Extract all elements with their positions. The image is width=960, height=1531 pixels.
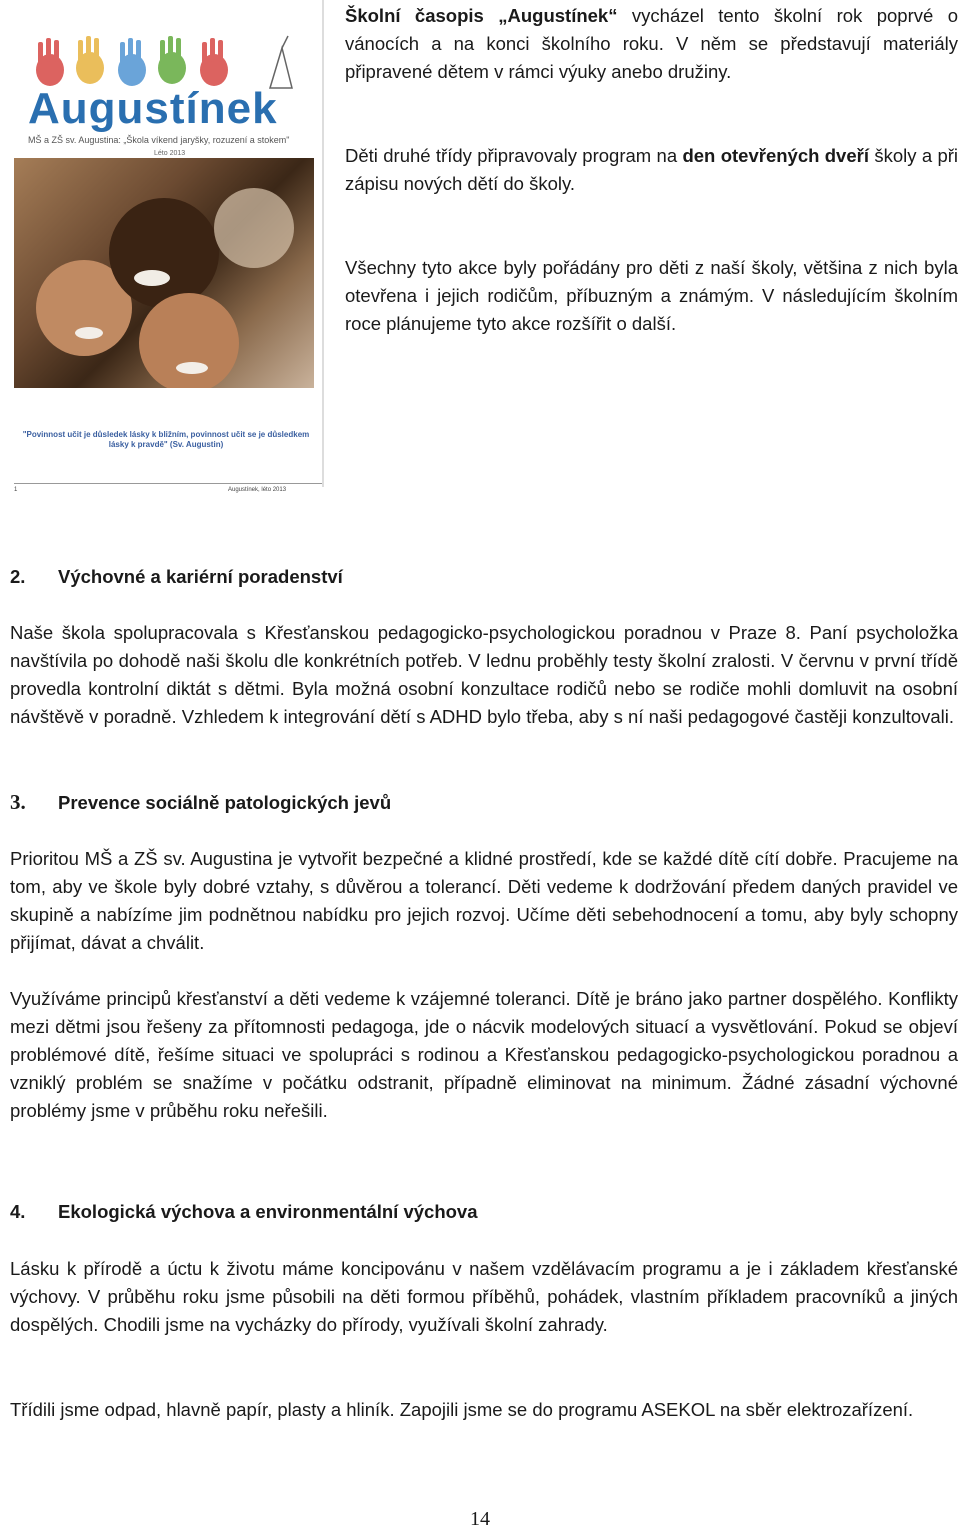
section-3-heading bbox=[10, 788, 950, 817]
intro-p1-text: vycházel tento školní rok poprvé o vánocích a na konci školního roku. V něm se představují materiály připravené dětem v rámci výuky anebo družiny. bbox=[345, 5, 958, 82]
intro-p2-text-a: Děti druhé třídy připravovaly program na bbox=[345, 145, 683, 166]
intro-paragraph-2 bbox=[345, 142, 958, 198]
cover-year: Léto 2013 bbox=[154, 150, 186, 157]
section-2-text: Naše škola spolupracovala s Křesťanskou pedagogicko-psychologickou poradnou v Praze 8. Paní psycholožka navštívila po dohodě naši školu dle konkrétních potřeb. V lednu proběhly testy školní zralosti. V červnu v první třídě provedla kontrolní diktát s dětmi. Byla možná osobní konzultace rodičů nebo se rodiče mohli domluvit na osobní návštěvě v poradně. Vzhledem k integrování dětí s ADHD bylo třeba, aby s ní naši pedagogové častěji konzultovali. bbox=[10, 622, 958, 727]
section-3-text-2: Využíváme principů křesťanství a děti vedeme k vzájemné toleranci. Dítě je bráno jako partner dospělého. Konflikty mezi dětmi jsou řešeny za přítomnosti pedagoga, jde o nácvik modelových situací a vysvětlování. Pokud se objeví problémové dítě, řešíme situaci ve spolupráci s rodinou a Křesťanskou pedagogicko-psychologickou poradnou a vzniklý problém se snažíme v počátku odstranit, případně eliminovat na minimum. Žádné zásadní výchovné problémy jsme v průběhu roku neřešili. bbox=[10, 988, 958, 1121]
cover-footer-right: Augustínek, léto 2013 bbox=[228, 487, 287, 493]
section-4-number: 4. bbox=[10, 1201, 26, 1222]
cover-footer-left: 1 bbox=[14, 487, 18, 493]
intro-bold-title: Školní časopis „Augustínek“ bbox=[345, 5, 618, 26]
magazine-cover-image bbox=[6, 0, 318, 500]
children-faces-image bbox=[14, 158, 314, 388]
cover-quote: "Povinnost učit je důsledek lásky k bližním, povinnost učit se je důsledkem lásky k pravdě" (Sv. Augustin) bbox=[22, 430, 310, 449]
section-4-title: Ekologická výchova a environmentální výchova bbox=[58, 1201, 478, 1222]
children-photo bbox=[14, 158, 314, 388]
intro-p2-text-b: školy a při zápisu nových dětí do školy. bbox=[345, 145, 959, 194]
intro-paragraph-1 bbox=[345, 2, 958, 86]
section-4-text-2: Třídili jsme odpad, hlavně papír, plasty a hliník. Zapojili jsme se do programu ASEKOL na sběr elektrozařízení. bbox=[10, 1399, 914, 1420]
section-3-title: Prevence sociálně patologických jevů bbox=[58, 792, 392, 813]
section-3-number: 3. bbox=[10, 790, 26, 814]
intro-p2-bold: den otevřených dveří bbox=[682, 145, 869, 166]
cover-masthead: Augustínek bbox=[28, 84, 278, 133]
section-4-text-1: Lásku k přírodě a úctu k životu máme koncipovánu v našem vzdělávacím programu a je i základem křesťanské výchovy. V průběhu roku jsme působili na děti formou příběhů, pohádek, vlastním příkladem pracovníků a jiných dospělých. Chodili jsme na vycházky do přírody, využívali školní zahrady. bbox=[10, 1258, 958, 1335]
section-4-heading bbox=[10, 1198, 950, 1226]
section-2-number: 2. bbox=[10, 566, 26, 587]
page-number: 14 bbox=[470, 1508, 490, 1530]
section-3-text-1: Prioritou MŠ a ZŠ sv. Augustina je vytvořit bezpečné a klidné prostředí, kde se každé dítě cítí dobře. Pracujeme na tom, aby ve škole byly dobré vztahy, s důvěrou a tolerancí. Děti vedeme k dodržování předem daných pravidel ve skupině a nabízíme jim podnětnou nabídku pro jejich rozvoj. Učíme děti sebehodnocení a tomu, aby byly schopny přijímat, dávat a chválit. bbox=[10, 848, 958, 953]
cover-subtitle: MŠ a ZŠ sv. Augustina: „Škola víkend jaryšky, rozuzení a stokem" bbox=[28, 135, 290, 145]
cover-divider bbox=[14, 483, 324, 484]
cover-edge-shadow bbox=[322, 0, 324, 487]
section-2-title: Výchovné a kariérní poradenství bbox=[58, 566, 343, 587]
intro-paragraph-3: Všechny tyto akce byly pořádány pro děti z naší školy, většina z nich byla otevřena i jejich rodičům, příbuzným a známým. V následujícím školním roce plánujeme tyto akce rozšířit o další. bbox=[345, 257, 958, 334]
section-2-heading bbox=[10, 563, 950, 591]
